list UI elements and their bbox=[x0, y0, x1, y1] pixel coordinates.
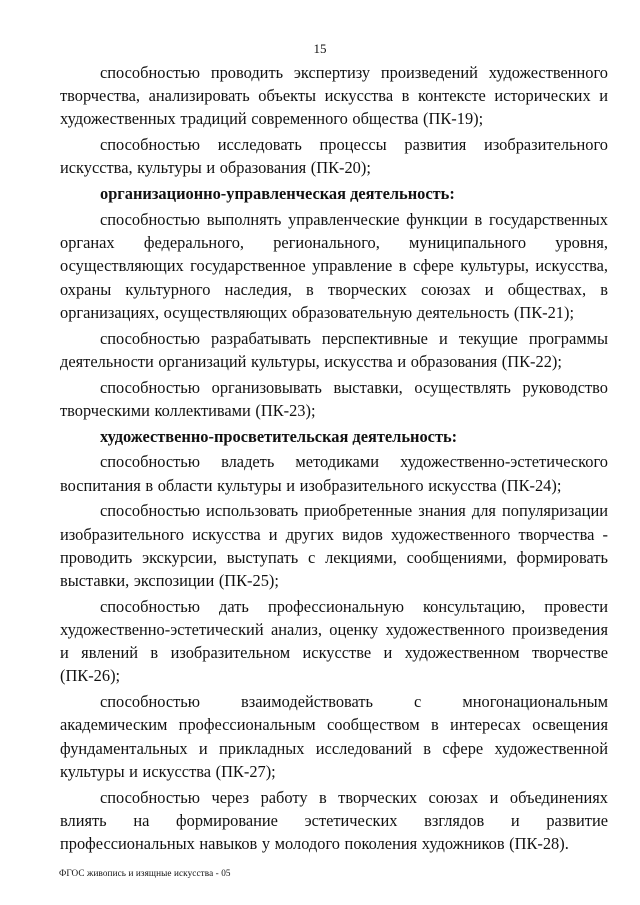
page-footer: ФГОС живопись и изящные искусства - 05 bbox=[59, 868, 231, 878]
section-heading-management: организационно-управленческая деятельность: bbox=[100, 184, 455, 204]
section-heading-education: художественно-просветительская деятельность: bbox=[100, 426, 458, 446]
page-number: 15 bbox=[313, 41, 327, 56]
competency-pk19: способностью проводить экспертизу произведений художественного творчества, анализировать объекты искусства в контексте исторических и художественных традиций современного общества (ПК-19); bbox=[60, 63, 608, 129]
document-body bbox=[60, 61, 608, 858]
competency-pk21: способностью выполнять управленческие функции в государственных органах федерального, регионального, муниципального уровня, осуществляющих государственное управление в сфере культуры, искусства, охраны культурного наследия, в творческих союзах и обществах, в организациях, осуществляющих образовательную деятельность (ПК-21); bbox=[60, 210, 608, 322]
competency-pk22: способностью разрабатывать перспективные и текущие программы деятельности организаций культуры, искусства и образования (ПК-22); bbox=[60, 328, 608, 371]
competency-pk24: способностью владеть методиками художественно-эстетического воспитания в области культуры и изобразительного искусства (ПК-24); bbox=[60, 452, 608, 495]
competency-pk27: способностью взаимодействовать с многонациональным академическим профессиональным сообществом в интересах освещения фундаментальных и прикладных исследований в сфере художественной культуры и искусства (ПК-27); bbox=[60, 692, 608, 781]
competency-pk28: способностью через работу в творческих союзах и объединениях влиять на формирование эстетических взглядов и развитие профессиональных навыков у молодого поколения художников (ПК-28). bbox=[60, 787, 608, 854]
competency-pk26: способностью дать профессиональную консультацию, провести художественно-эстетический анализ, оценку художественного произведения и явлений в изобразительном искусстве и художественном творчестве (ПК-26); bbox=[60, 596, 608, 686]
competency-pk23: способностью организовывать выставки, осуществлять руководство творческими коллективами (ПК-23); bbox=[60, 377, 608, 420]
competency-pk20: способностью исследовать процессы развития изобразительного искусства, культуры и образования (ПК-20); bbox=[60, 135, 608, 178]
competency-pk25: способностью использовать приобретенные знания для популяризации изобразительного искусства и других видов художественного творчества - проводить экскурсии, выступать с лекциями, сообщениями, формировать выставки, экспозиции (ПК-25); bbox=[60, 501, 608, 591]
